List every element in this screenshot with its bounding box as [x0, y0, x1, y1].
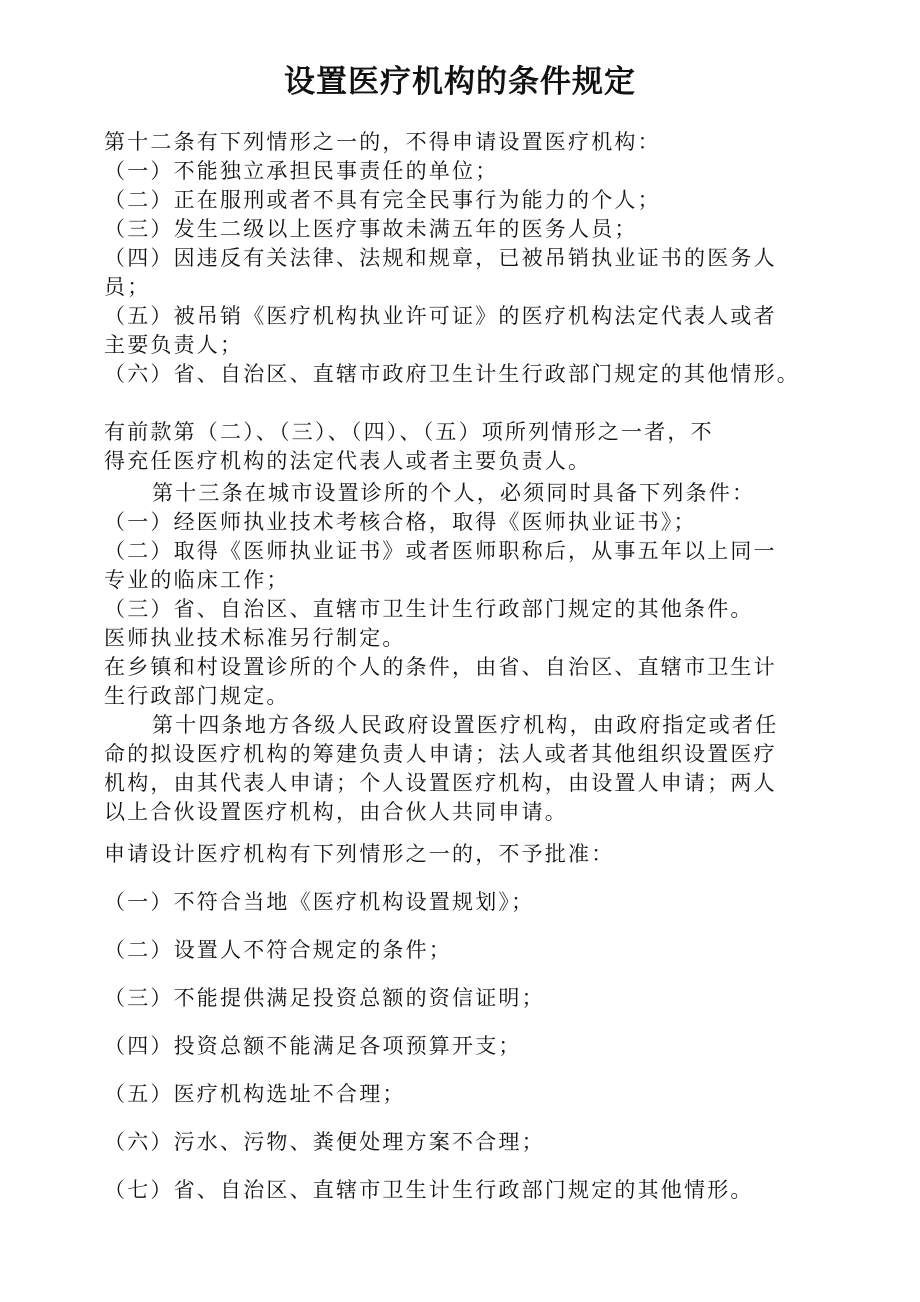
article-12-item-2: （二）正在服刑或者不具有完全民事行为能力的个人；	[104, 188, 661, 212]
refusal-intro: 申请设计医疗机构有下列情形之一的，不予批准：	[104, 842, 615, 866]
refusal-item-4: （四）投资总额不能满足各项预算开支；	[104, 1034, 522, 1058]
article-12-item-6: （六）省、自治区、直辖市政府卫生计生行政部门规定的其他情形。	[104, 362, 800, 386]
article-12-item-5-cont: 主要负责人；	[104, 333, 244, 357]
article-12-item-4-cont: 员；	[104, 275, 151, 299]
refusal-item-7: （七）省、自治区、直辖市卫生计生行政部门规定的其他情形。	[104, 1178, 754, 1202]
refusal-item-6: （六）污水、污物、粪便处理方案不合理；	[104, 1130, 545, 1154]
article-13-item-1: （一）经医师执业技术考核合格，取得《医师执业证书》；	[104, 510, 697, 534]
refusal-item-5: （五）医疗机构选址不合理；	[104, 1082, 406, 1106]
refusal-item-2: （二）设置人不符合规定的条件；	[104, 938, 452, 962]
article-14-line-4: 以上合伙设置医疗机构，由合伙人共同申请。	[104, 800, 568, 824]
article-12-note: 有前款第（二）、（三）、（四）、（五）项所列情形之一者，不	[104, 420, 714, 444]
article-13-item-3: （三）省、自治区、直辖市卫生计生行政部门规定的其他条件。	[104, 597, 754, 621]
article-14-line-2: 命的拟设医疗机构的筹建负责人申请；法人或者其他组织设置医疗	[104, 742, 777, 766]
article-12-item-3: （三）发生二级以上医疗事故未满五年的医务人员；	[104, 217, 638, 241]
article-13-village-cont: 生行政部门规定。	[104, 684, 290, 708]
article-12-item-5: （五）被吊销《医疗机构执业许可证》的医疗机构法定代表人或者	[104, 304, 777, 328]
page-title: 设置医疗机构的条件规定	[284, 64, 636, 100]
article-14-line-3: 机构，由其代表人申请；个人设置医疗机构，由设置人申请；两人	[104, 771, 777, 795]
article-14-line-1: 第十四条地方各级人民政府设置医疗机构，由政府指定或者任	[152, 713, 779, 737]
article-12-item-1: （一）不能独立承担民事责任的单位；	[104, 159, 499, 183]
article-13-note: 医师执业技术标准另行制定。	[104, 626, 406, 650]
article-13-village: 在乡镇和村设置诊所的个人的条件，由省、自治区、直辖市卫生计	[104, 655, 777, 679]
article-13-item-2-cont: 专业的临床工作；	[104, 568, 290, 592]
refusal-item-1: （一）不符合当地《医疗机构设置规划》；	[104, 890, 535, 914]
article-12-item-4: （四）因违反有关法律、法规和规章，已被吊销执业证书的医务人	[104, 246, 777, 270]
article-13-item-2: （二）取得《医师执业证书》或者医师职称后，从事五年以上同一	[104, 539, 777, 563]
article-12-note-cont: 得充任医疗机构的法定代表人或者主要负责人。	[104, 449, 592, 473]
refusal-item-3: （三）不能提供满足投资总额的资信证明；	[104, 986, 545, 1010]
article-12-intro: 第十二条有下列情形之一的，不得申请设置医疗机构：	[104, 130, 661, 154]
article-13-intro: 第十三条在城市设置诊所的个人，必须同时具备下列条件：	[152, 481, 756, 505]
